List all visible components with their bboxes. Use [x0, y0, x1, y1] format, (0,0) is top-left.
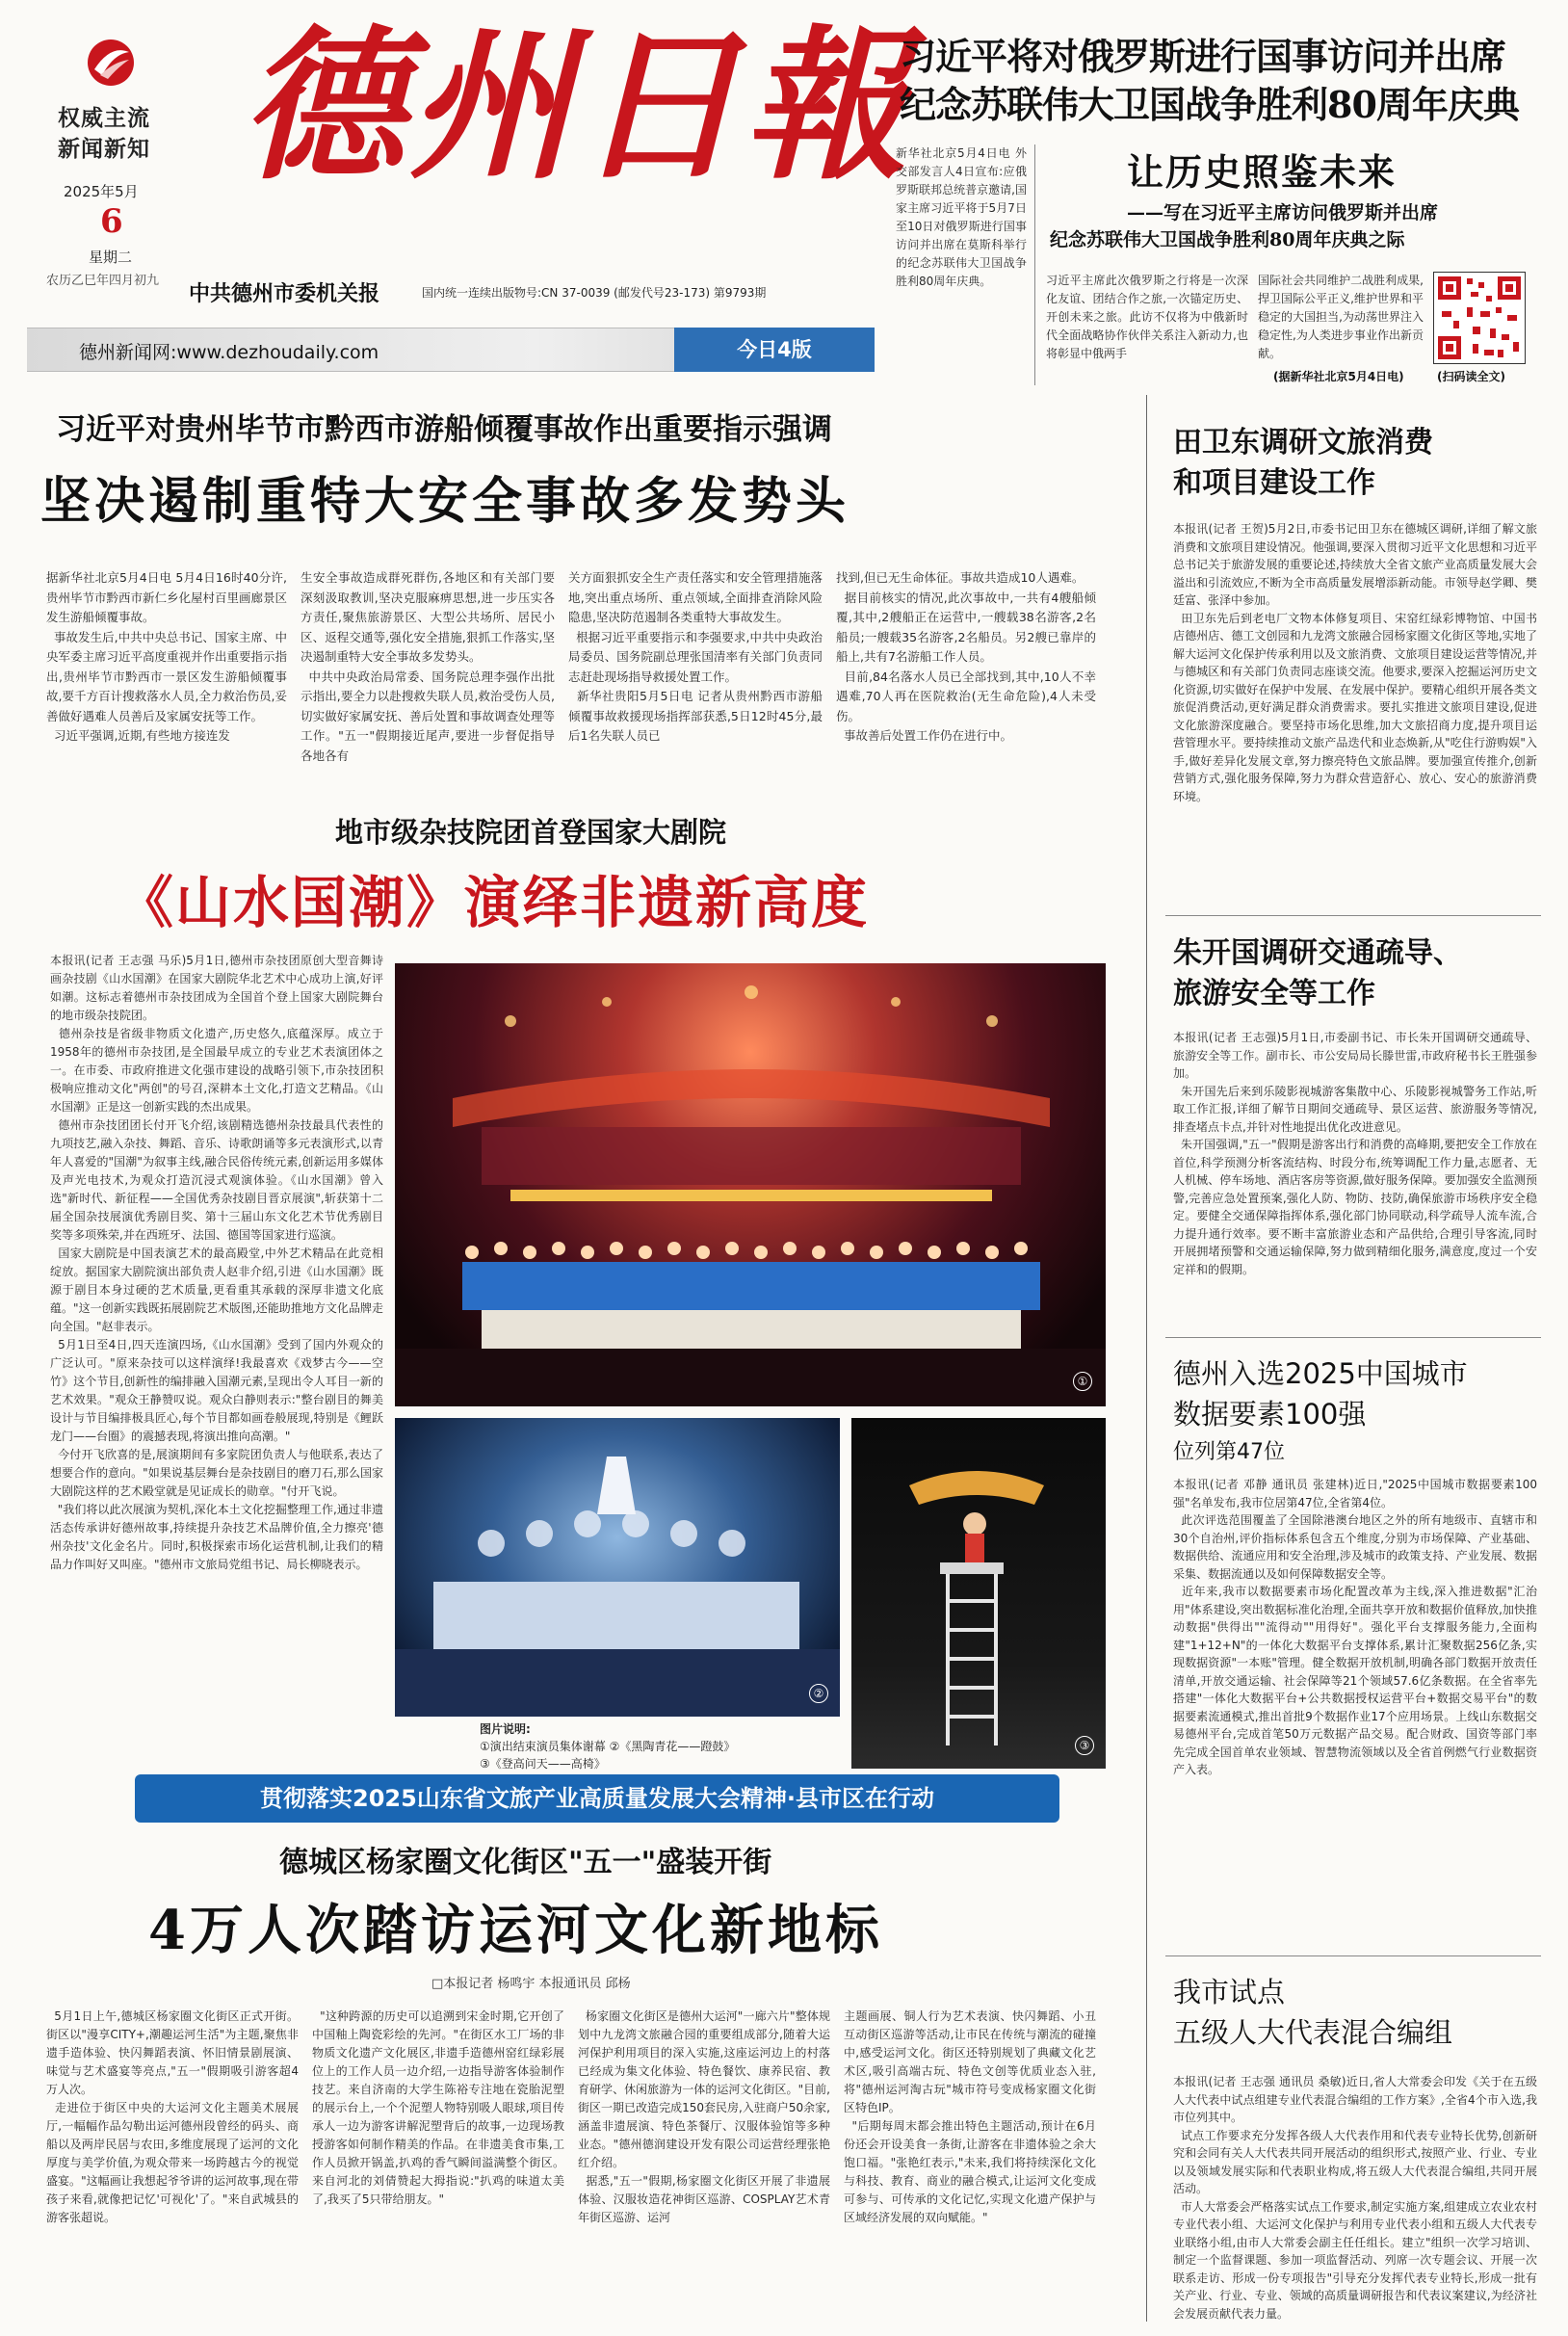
paper-organ: 中共德州市委机关报	[189, 281, 380, 306]
s4-headline-line-2: 五级人大代表混合编组	[1173, 2016, 1453, 2049]
lead-col-1: 据新华社北京5月4日电 5月4日16时40分许,贵州毕节市黔西市新仁乡化屋村百里画廊景区发生游船倾覆事故。 事故发生后,中共中央总书记、国家主席、中央军委主席习近平高度重视并作出重要指示指出,贵州毕节市黔西市一景区发生游船倾覆事故,要千方百计搜救落水人员,全力救治伤员,妥善做好遇难人员善后及家属安抚等工作。 习近平强调,近期,有些地方接连发	[46, 570, 287, 743]
top-story-lead: 新华社北京5月4日电 外交部发言人4日宣布:应俄罗斯联邦总统普京邀请,国家主席习近平将于5月7日至10日对俄罗斯进行国事访问并出席在莫斯科举行的纪念苏联伟大卫国战争胜利80周年庆典。	[896, 146, 1027, 288]
photo-caption-line-1: ①演出结束演员集体谢幕 ②《黑陶青花——蹬鼓》	[480, 1740, 736, 1753]
lead-col-4: 找到,但已无生命体征。事故共造成10人遇难。 据目前核实的情况,此次事故中,一共有4艘船倾覆,其中,2艘船正在运营中,一艘载38名游客,2名船员;一艘载35名游客,2名船员。另2艘已靠岸的船上,共有7名游船工作人员。 目前,84名落水人员已全部找到,其中,10人不幸遇难,70人再在医院救治(无生命危险),4人未受伤。 事故善后处置工作仍在进行中。	[836, 570, 1096, 743]
top-story-divider	[1034, 144, 1035, 385]
paper-serial-number: 国内统一连续出版物号:CN 37-0039 (邮发代号23-173) 第9793期	[422, 286, 767, 300]
s1-headline-line-1: 田卫东调研文旅消费	[1173, 426, 1433, 459]
lead-headline: 坚决遏制重特大安全事故多发势头	[40, 472, 850, 531]
website-link[interactable]: 德州新闻网:www.dezhoudaily.com	[79, 342, 379, 363]
campaign-banner: 贯彻落实2025山东省文旅产业高质量发展大会精神·县市区在行动	[135, 1774, 1059, 1823]
s3-subhead: 位列第47位	[1173, 1440, 1285, 1464]
sub-deck-line-1: ——写在习近平主席访问俄罗斯并出席	[1127, 202, 1439, 223]
sub-story-col-a: 习近平主席此次俄罗斯之行将是一次深化友谊、团结合作之旅,一次锚定历史、开创未来之旅。此访不仅将为中俄新时代全面战略协作伙伴关系注入新动力,也将彰显中俄两手	[1046, 274, 1248, 360]
canal-kicker: 德城区杨家圈文化街区"五一"盛装开街	[279, 1846, 772, 1879]
acro-headline: 《山水国潮》演绎非遗新高度	[118, 870, 870, 935]
acro-photo-high-chair	[851, 1418, 1106, 1769]
acrobatics-story	[27, 790, 1135, 1772]
canal-byline: □本报记者 杨鸣宇 本报通讯员 邱杨	[431, 1977, 631, 1991]
lead-story	[27, 391, 1135, 776]
sub-deck-line-2: 纪念苏联伟大卫国战争胜利80周年庆典之际	[1050, 229, 1405, 250]
sidebar	[1156, 395, 1551, 2331]
photo-caption-title: 图片说明:	[480, 1722, 531, 1736]
s3-body: 本报讯(记者 邓静 通讯员 张建林)近日,"2025中国城市数据要素100强"名单发布,我市位居第47位,全省第4位。 此次评选范围覆盖了全国除港澳台地区之外的所有地级市、直辖市和30个自治州,评价指标体系包含五个维度,分别为市场保障、产业基础、数据供给、流通应用和安全治理,涉及城市的政策支持、产业发展、数据采集、数据流通以及如何保障数据安全等。 近年来,我市以数据要素市场化配置改革为主线,深入推进数据"汇治用"体系建设,突出数据标准化治理,全面共享开放和数据价值释放,加快推动数据"供得出""流得动""用得好"。强化平台支撑服务能力,全面构建"1+12+N"的一体化大数据平台支撑体系,累计汇聚数据256亿条,实现数据资源"一本账"管理。健全数据开放机制,明确各部门数据开放责任清单,开放交通运输、社会保障等21个领域57.6亿条数据。在全省率先搭建"一体化大数据平台+公共数据授权运营平台+数据交易平台"的数据要素流通模式,推出首批9个数据作业17个应用场景。上线山东数据交易德州平台,完成首笔50万元数据产品交易。配合财政、国资等部门率先完成全国首单农业领域、智慧物流领域以及全省首例燃气行业数据资产入表。	[1173, 1478, 1537, 1776]
photo-number-1: ①	[1073, 1372, 1092, 1391]
top-headline-line-2: 纪念苏联伟大卫国战争胜利80周年庆典	[900, 83, 1519, 126]
issue-day: 6	[100, 202, 123, 241]
canal-col-3: 杨家圈文化街区是德州大运河"一廊六片"整体规划中九龙湾文旅融合园的重要组成部分,随着大运河保护利用项目的深入实施,这座运河边上的村落已经成为集文化体验、特色餐饮、康养民宿、教育研学、休闲旅游为一体的运河文化街区。"目前,街区一期已改造完成150套民房,入驻商户50余家,涵盖非遗展演、特色茶餐厅、汉服体验馆等多种业态。"德州德润建设开发有限公司运营经理张艳红介绍。 据悉,"五一"假期,杨家圈文化街区开展了非遗展体验、汉服妆造花神街区巡游、COSPLAY艺术青年街区巡游、运河	[578, 2009, 830, 2224]
canal-col-1: 5月1日上午,德城区杨家圈文化街区正式开街。街区以"漫享CITY+,潮趣运河生活"为主题,聚焦非遗手造体验、快闪舞蹈表演、怀旧情景剧展演、味觉与艺术盛宴等亮点,"五一"假期吸引游客超4万人次。 走进位于街区中央的大运河文化主题美术展展厅,一幅幅作品勾勒出运河德州段曾经的码头、商船以及两岸民居与农田,多维度展现了运河的文化厚度与美学价值,为观众带来一场跨越古今的视觉盛宴。"这幅画让我想起爷爷讲的运河故事,现在带孩子来看,就像把记忆'可视化'了。"来自武城县的游客张超说。	[46, 2009, 299, 2224]
edition-badge: 今日4版	[674, 328, 875, 372]
lead-col-3: 关方面狠抓安全生产责任落实和安全管理措施落地,突出重点场所、重点领域,全面排查消除风险隐患,坚决防范遏制各类重特大事故发生。 根据习近平重要指示和李强要求,中共中央政治局委员、国务院副总理张国清率有关部门负责同志赶赴现场指导救援处置工作。 新华社贵阳5月5日电 记者从贵州黔西市游船倾覆事故救援现场指挥部获悉,5日12时45分,最后1名失联人员已	[568, 570, 823, 743]
s1-divider	[1165, 915, 1541, 916]
lead-kicker: 习近平对贵州毕节市黔西市游船倾覆事故作出重要指示强调	[56, 412, 832, 447]
s2-divider	[1165, 1337, 1541, 1338]
canal-col-2: "这种跨源的历史可以追溯到宋金时期,它开创了中国釉上陶瓷彩绘的先河。"在街区水工厂场的非物质文化遗产文化展区,非遗手造德州窑红绿彩展位上的工作人员一边介绍,一边指导游客体验制作技艺。来自济南的大学生陈裕专注地在瓷胎泥塑的展示台上,一个个泥塑人物特别吸人眼球,项目传承人一边为游客讲解泥塑背后的故事,一边现场教授游客如何制作精美的作品。在非遗美食市集,工作人员掀开锅盖,扒鸡的香气瞬间溢满整个街区。来自河北的刘倩赞起大拇指说:"扒鸡的味道太美了,我买了5只带给朋友。"	[312, 2009, 564, 2206]
qr-code-icon[interactable]	[1433, 272, 1526, 364]
photo-number-2: ②	[809, 1684, 828, 1703]
s1-headline-line-2: 和项目建设工作	[1173, 466, 1375, 500]
canal-story	[27, 1830, 1135, 2331]
canal-headline: 4万人次踏访运河文化新地标	[148, 1899, 883, 1962]
s2-headline-line-2: 旅游安全等工作	[1173, 977, 1375, 1011]
acro-photo-black-pottery	[395, 1418, 840, 1717]
lead-col-2: 生安全事故造成群死群伤,各地区和有关部门要深刻汲取教训,坚决克服麻痹思想,进一步压实各方责任,聚焦旅游景区、大型公共场所、居民小区、返程交通等,强化安全措施,狠抓工作落实,坚决遏制重特大安全事故多发势头。 中共中央政治局常委、国务院总理李强作出批示指出,要全力以赴搜救失联人员,救治受伤人员,切实做好家属安抚、善后处置和事故调查处理等工作。"五一"假期接近尾声,要进一步督促指导各地各有	[301, 570, 555, 763]
s3-headline-line-1: 德州入选2025中国城市	[1173, 1357, 1468, 1390]
photo-number-3: ③	[1075, 1736, 1094, 1755]
acro-photo-curtain-call	[395, 963, 1106, 1406]
s2-body: 本报讯(记者 王志强)5月1日,市委副书记、市长朱开国调研交通疏导、旅游安全等工作。副市长、市公安局局长滕世雷,市政府秘书长王胜强参加。 朱开国先后来到乐陵影视城游客集散中心、乐陵影视城警务工作站,听取工作汇报,详细了解节日期间交通疏导、景区运营、旅游服务等情况,排查堵点卡点,并针对性地提出优化改进意见。 朱开国强调,"五一"假期是游客出行和消费的高峰期,要把安全工作放在首位,科学预测分析客流结构、时段分布,统筹调配工作力量,志愿者、无人机械、停车场地、酒店客房等资源,做好服务保障。要加强安全监测预警,完善应急处置预案,强化人防、物防、技防,确保旅游市场秩序安全稳定。要健全交通保障指挥体系,强化部门协同联动,科学疏导人流车流,合力提升通行效率。要不断丰富旅游业态和产品供给,合理引导客流,同时开展拥堵预警和交通运输保障,努力做到精细化服务,满意度,度过一个安定祥和的假期。	[1173, 1031, 1537, 1276]
s1-body: 本报讯(记者 王贺)5月2日,市委书记田卫东在德城区调研,详细了解文旅消费和文旅项目建设情况。他强调,要深入贯彻习近平文化思想和习近平总书记关于旅游发展的重要论述,持续放大全省文旅产业高质量发展大会溢出和引流效应,不断为全市高质量发展增添新动能。市领导赵学卿、樊廷富、张泽中参加。 田卫东先后到老电厂文物本体修复项目、宋窑红绿彩博物馆、中国书店德州店、德工文创园和九龙湾文旅融合园杨家圈文化街区等地,实地了解大运河文化保护传承利用以及文旅消费、文旅项目建设运营等情况,并与德城区和有关部门负责同志座谈交流。他要求,要深入挖掘运河历史文化资源,切实做好在保护中发展、在发展中保护。要精心组织开展各类文旅促消费活动,更好满足群众消费需求。要扎实推进文旅项目建设,促进文化旅游深度融合。要坚持市场化思维,加大文旅招商力度,提升项目运营管理水平。要持续推动文旅产品迭代和业态焕新,从"吃住行游购娱"入手,做好差异化发展文章,努力擦亮特色文旅品牌。要加强宣传推介,创新营销方式,强化服务保障,努力为群众营造舒心、放心、安心的旅游消费环境。	[1173, 522, 1537, 803]
photo-caption-line-2: ③《登高问天——高椅》	[480, 1757, 606, 1771]
canal-col-4: 主题画展、铜人行为艺术表演、快闪舞蹈、小丑互动街区巡游等活动,让市民在传统与潮流的碰撞中,感受运河文化。街区还特别规划了典藏文化艺术区,吸引高端古玩、特色文创等优质业态入驻,将"德州运河淘古玩"城市符号变成杨家圈文化街区特色IP。 "后期每周末都会推出特色主题活动,预计在6月份还会开设美食一条街,让游客在非遗体验之余大饱口福。"张艳红表示,"未来,我们将持续深化文化与科技、教育、商业的融合模式,让运河文化变成可参与、可传承的文化记忆,实现文化遗产保护与区域经济发展的双向赋能。"	[844, 2009, 1096, 2224]
slogan-line-1: 权威主流	[58, 106, 150, 131]
sub-headline: 让历史照鉴未来	[1127, 150, 1398, 194]
acro-body: 本报讯(记者 王志强 马乐)5月1日,德州市杂技团原创大型音舞诗画杂技剧《山水国潮》在国家大剧院华北艺术中心成功上演,好评如潮。这标志着德州市杂技团成为全国首个登上国家大剧院舞台的地市级杂技院团。 德州杂技是省级非物质文化遗产,历史悠久,底蕴深厚。成立于1958年的德州市杂技团,是全国最早成立的专业艺术表演团体之一。在市委、市政府推进文化强市建设的战略引领下,市杂技团积极响应推动文化"两创"的号召,深耕本土文化,打造文艺精品。《山水国潮》正是这一创新实践的杰出成果。 德州市杂技团团长付开飞介绍,该剧精选德州杂技最具代表性的九项技艺,融入杂技、舞蹈、音乐、诗歌朗诵等多元表演形式,以青年人喜爱的"国潮"为叙事主线,融合民俗传统元素,创新运用多媒体及声光电技术,为观众打造沉浸式观演体验。《山水国潮》曾入选"新时代、新征程——全国优秀杂技剧目晋京展演",斩获第十二届全国杂技展演优秀剧目奖、第十三届山东文化艺术节优秀剧目奖等多项殊荣,并在西班牙、法国、德国等国家进行巡演。 国家大剧院是中国表演艺术的最高殿堂,中外艺术精品在此竞相绽放。据国家大剧院演出部负责人赵非介绍,引进《山水国潮》既源于剧目本身过硬的艺术质量,更看重其承载的深厚非遗文化底蕴。"这一创新实践既拓展剧院艺术版图,还能助推地方文化品牌走向全国。"赵非表示。 5月1日至4日,四天连演四场,《山水国潮》受到了国内外观众的广泛认可。"原来杂技可以这样演绎!我最喜欢《戏梦古今——空竹》这个节目,创新性的编排融入国潮元素,呈现出令人耳目一新的艺术效果。"观众王静赞叹说。观众白静则表示:"整台剧目的舞美设计与节目编排极具匠心,每个节目都如画卷般展现,特别是《鲤跃龙门——台圈》的震撼表现,将演出推向高潮。" 今付开飞欣喜的是,展演期间有多家院团负责人与他联系,表达了想要合作的意向。"如果说基层舞台是杂技剧目的磨刀石,那么国家大剧院这样的艺术殿堂就是见证成长的勋章。"付开飞说。 "我们将以此次展演为契机,深化本土文化挖掘整理工作,通过非遗活态传承讲好德州故事,持续提升杂技艺术品牌价值,全力擦亮'德州杂技'文化金名片。同时,积极探索市场化运营机制,让我们的精品力作叫好又叫座。"德州市文旅局党组书记、局长柳晓表示。	[50, 954, 383, 1571]
issue-lunar-date: 农历乙巳年四月初九	[46, 274, 160, 288]
sub-story-col-b: 国际社会共同维护二战胜利成果,捍卫国际公平正义,维护世界和平稳定的大国担当,为动荡世界注入稳定性,为人类进步事业作出新贡献。	[1258, 274, 1424, 360]
qr-caption: (扫码读全文)	[1437, 370, 1505, 383]
issue-year-month: 2025年5月	[64, 183, 139, 200]
newspaper-logo-icon	[85, 37, 137, 89]
sub-story-credit: (据新华社北京5月4日电)	[1273, 370, 1404, 383]
s2-headline-line-1: 朱开国调研交通疏导、	[1173, 936, 1462, 970]
top-story	[886, 19, 1551, 385]
sidebar-divider	[1146, 395, 1147, 2322]
acro-kicker: 地市级杂技院团首登国家大剧院	[335, 816, 727, 849]
s3-divider	[1165, 1955, 1541, 1956]
top-headline-line-1: 习近平将对俄罗斯进行国事访问并出席	[900, 35, 1506, 78]
s3-headline-line-2: 数据要素100强	[1173, 1398, 1367, 1430]
slogan-line-2: 新闻新知	[58, 137, 150, 162]
issue-weekday: 星期二	[89, 249, 133, 266]
s4-headline-line-1: 我市试点	[1173, 1976, 1286, 2008]
s4-body: 本报讯(记者 王志强 通讯员 桑敏)近日,省人大常委会印发《关于在五级人大代表中试点组建专业代表混合编组的工作方案》,全省4个市入选,我市位列其中。 试点工作要求充分发挥各级人大代表作用和代表专业特长优势,创新研究和会同有关人大代表共同开展活动的组织形式,按照产业、行业、专业以及领域发展实际和代表职业构成,将五级人大代表混合编组,共同开展活动。 市人大常委会严格落实试点工作要求,制定实施方案,组建成立农业农村专业代表小组、大运河文化保护与利用专业代表小组和五级人大代表专业联络小组,由市人大常委会副主任任组长。建立"组织一次学习培训、制定一个监督课题、参加一项监督活动、列席一次专题会议、开展一次联系走访、形成一份专项报告"引导充分发挥代表专业特长,形成一批有关产业、行业、专业、领域的高质量调研报告和代表议案建议,为经济社会发展贡献代表力量。	[1173, 2075, 1537, 2321]
paper-name-logo: 德州日報	[241, 10, 912, 202]
